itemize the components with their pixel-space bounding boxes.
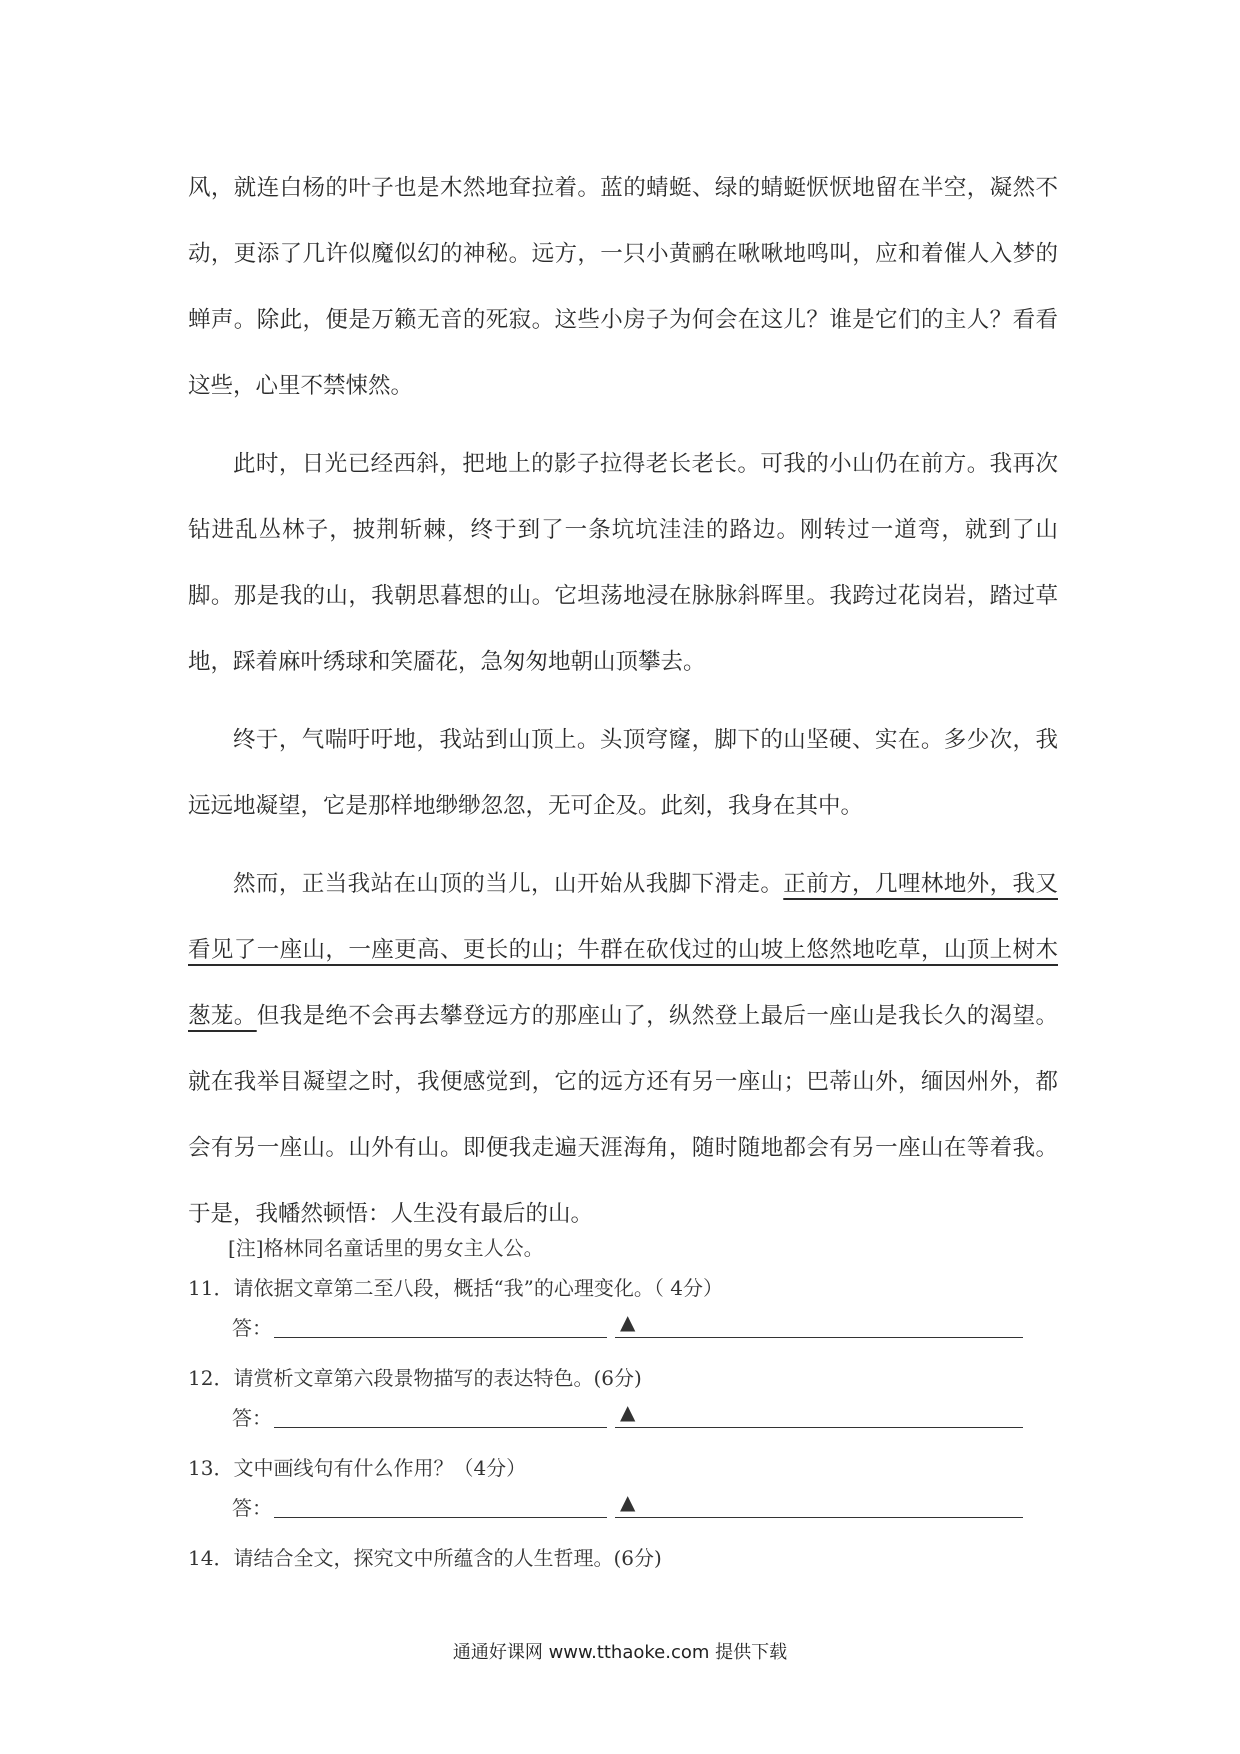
- question-11: 11．请依据文章第二至八段，概括“我”的心理变化。（ 4分）: [188, 1276, 723, 1300]
- answer-line: [274, 1427, 607, 1428]
- triangle-marker-icon: ▲: [620, 1310, 636, 1334]
- question-12: 12．请赏析文章第六段景物描写的表达特色。(6分): [188, 1366, 642, 1390]
- answer-line: [274, 1517, 607, 1518]
- answer-line: [274, 1337, 607, 1338]
- underlined-sentence: 正前方，几哩林地外，我又看见了一座山，一座更高、更长的山；牛群在砍伐过的山坡上悠然地吃草，山顶上树木葱茏。: [188, 871, 1058, 1029]
- footnote: [注]格林同名童话里的男女主人公。: [228, 1236, 544, 1260]
- paragraph-4-rest: 但我是绝不会再去攀登远方的那座山了，纵然登上最后一座山是我长久的渴望。就在我举目凝望之时，我便感觉到，它的远方还有另一座山；巴蒂山外，缅因州外，都会有另一座山。山外有山。即便我走遍天涯海角，随时随地都会有另一座山在等着我。于是，我幡然顿悟：人生没有最后的山。: [188, 1003, 1058, 1227]
- triangle-marker-icon: ▲: [620, 1490, 636, 1514]
- answer-label: 答：: [232, 1496, 272, 1520]
- passage-paragraph-1: 风，就连白杨的叶子也是木然地耷拉着。蓝的蜻蜓、绿的蜻蜓恹恹地留在半空，凝然不动，更添了几许似魔似幻的神秘。远方，一只小黄鹂在啾啾地鸣叫，应和着催人入梦的蝉声。除此，便是万籁无音的死寂。这些小房子为何会在这儿？谁是它们的主人？看看这些，心里不禁悚然。: [188, 175, 1058, 399]
- passage-paragraph-2: 此时，日光已经西斜，把地上的影子拉得老长老长。可我的小山仍在前方。我再次钻进乱丛林子，披荆斩棘，终于到了一条坑坑洼洼的路边。刚转过一道弯，就到了山脚。那是我的山，我朝思暮想的山。它坦荡地浸在脉脉斜晖里。我跨过花岗岩，踏过草地，踩着麻叶绣球和笑靥花，急匆匆地朝山顶攀去。: [188, 451, 1058, 675]
- passage-paragraph-3: 终于，气喘吁吁地，我站到山顶上。头顶穹窿，脚下的山坚硬、实在。多少次，我远远地凝望，它是那样地缈缈忽忽，无可企及。此刻，我身在其中。: [188, 727, 1058, 819]
- answer-label: 答：: [232, 1316, 272, 1340]
- answer-label: 答：: [232, 1406, 272, 1430]
- answer-area-13: [232, 1492, 1032, 1522]
- answer-area-11: [232, 1312, 1032, 1342]
- reading-passage: [188, 155, 1058, 1259]
- passage-paragraph-4: [188, 851, 1058, 1247]
- answer-line: [615, 1337, 1023, 1338]
- answer-area-12: [232, 1402, 1032, 1432]
- question-13: 13．文中画线句有什么作用？（4分）: [188, 1456, 527, 1480]
- answer-line: [615, 1427, 1023, 1428]
- page-footer: 通通好课网 www.tthaoke.com 提供下载: [452, 1642, 788, 1663]
- triangle-marker-icon: ▲: [620, 1400, 636, 1424]
- answer-line: [615, 1517, 1023, 1518]
- paragraph-4-lead: 然而，正当我站在山顶的当儿，山开始从我脚下滑走。: [233, 871, 784, 897]
- question-14: 14．请结合全文，探究文中所蕴含的人生哲理。(6分): [188, 1546, 662, 1570]
